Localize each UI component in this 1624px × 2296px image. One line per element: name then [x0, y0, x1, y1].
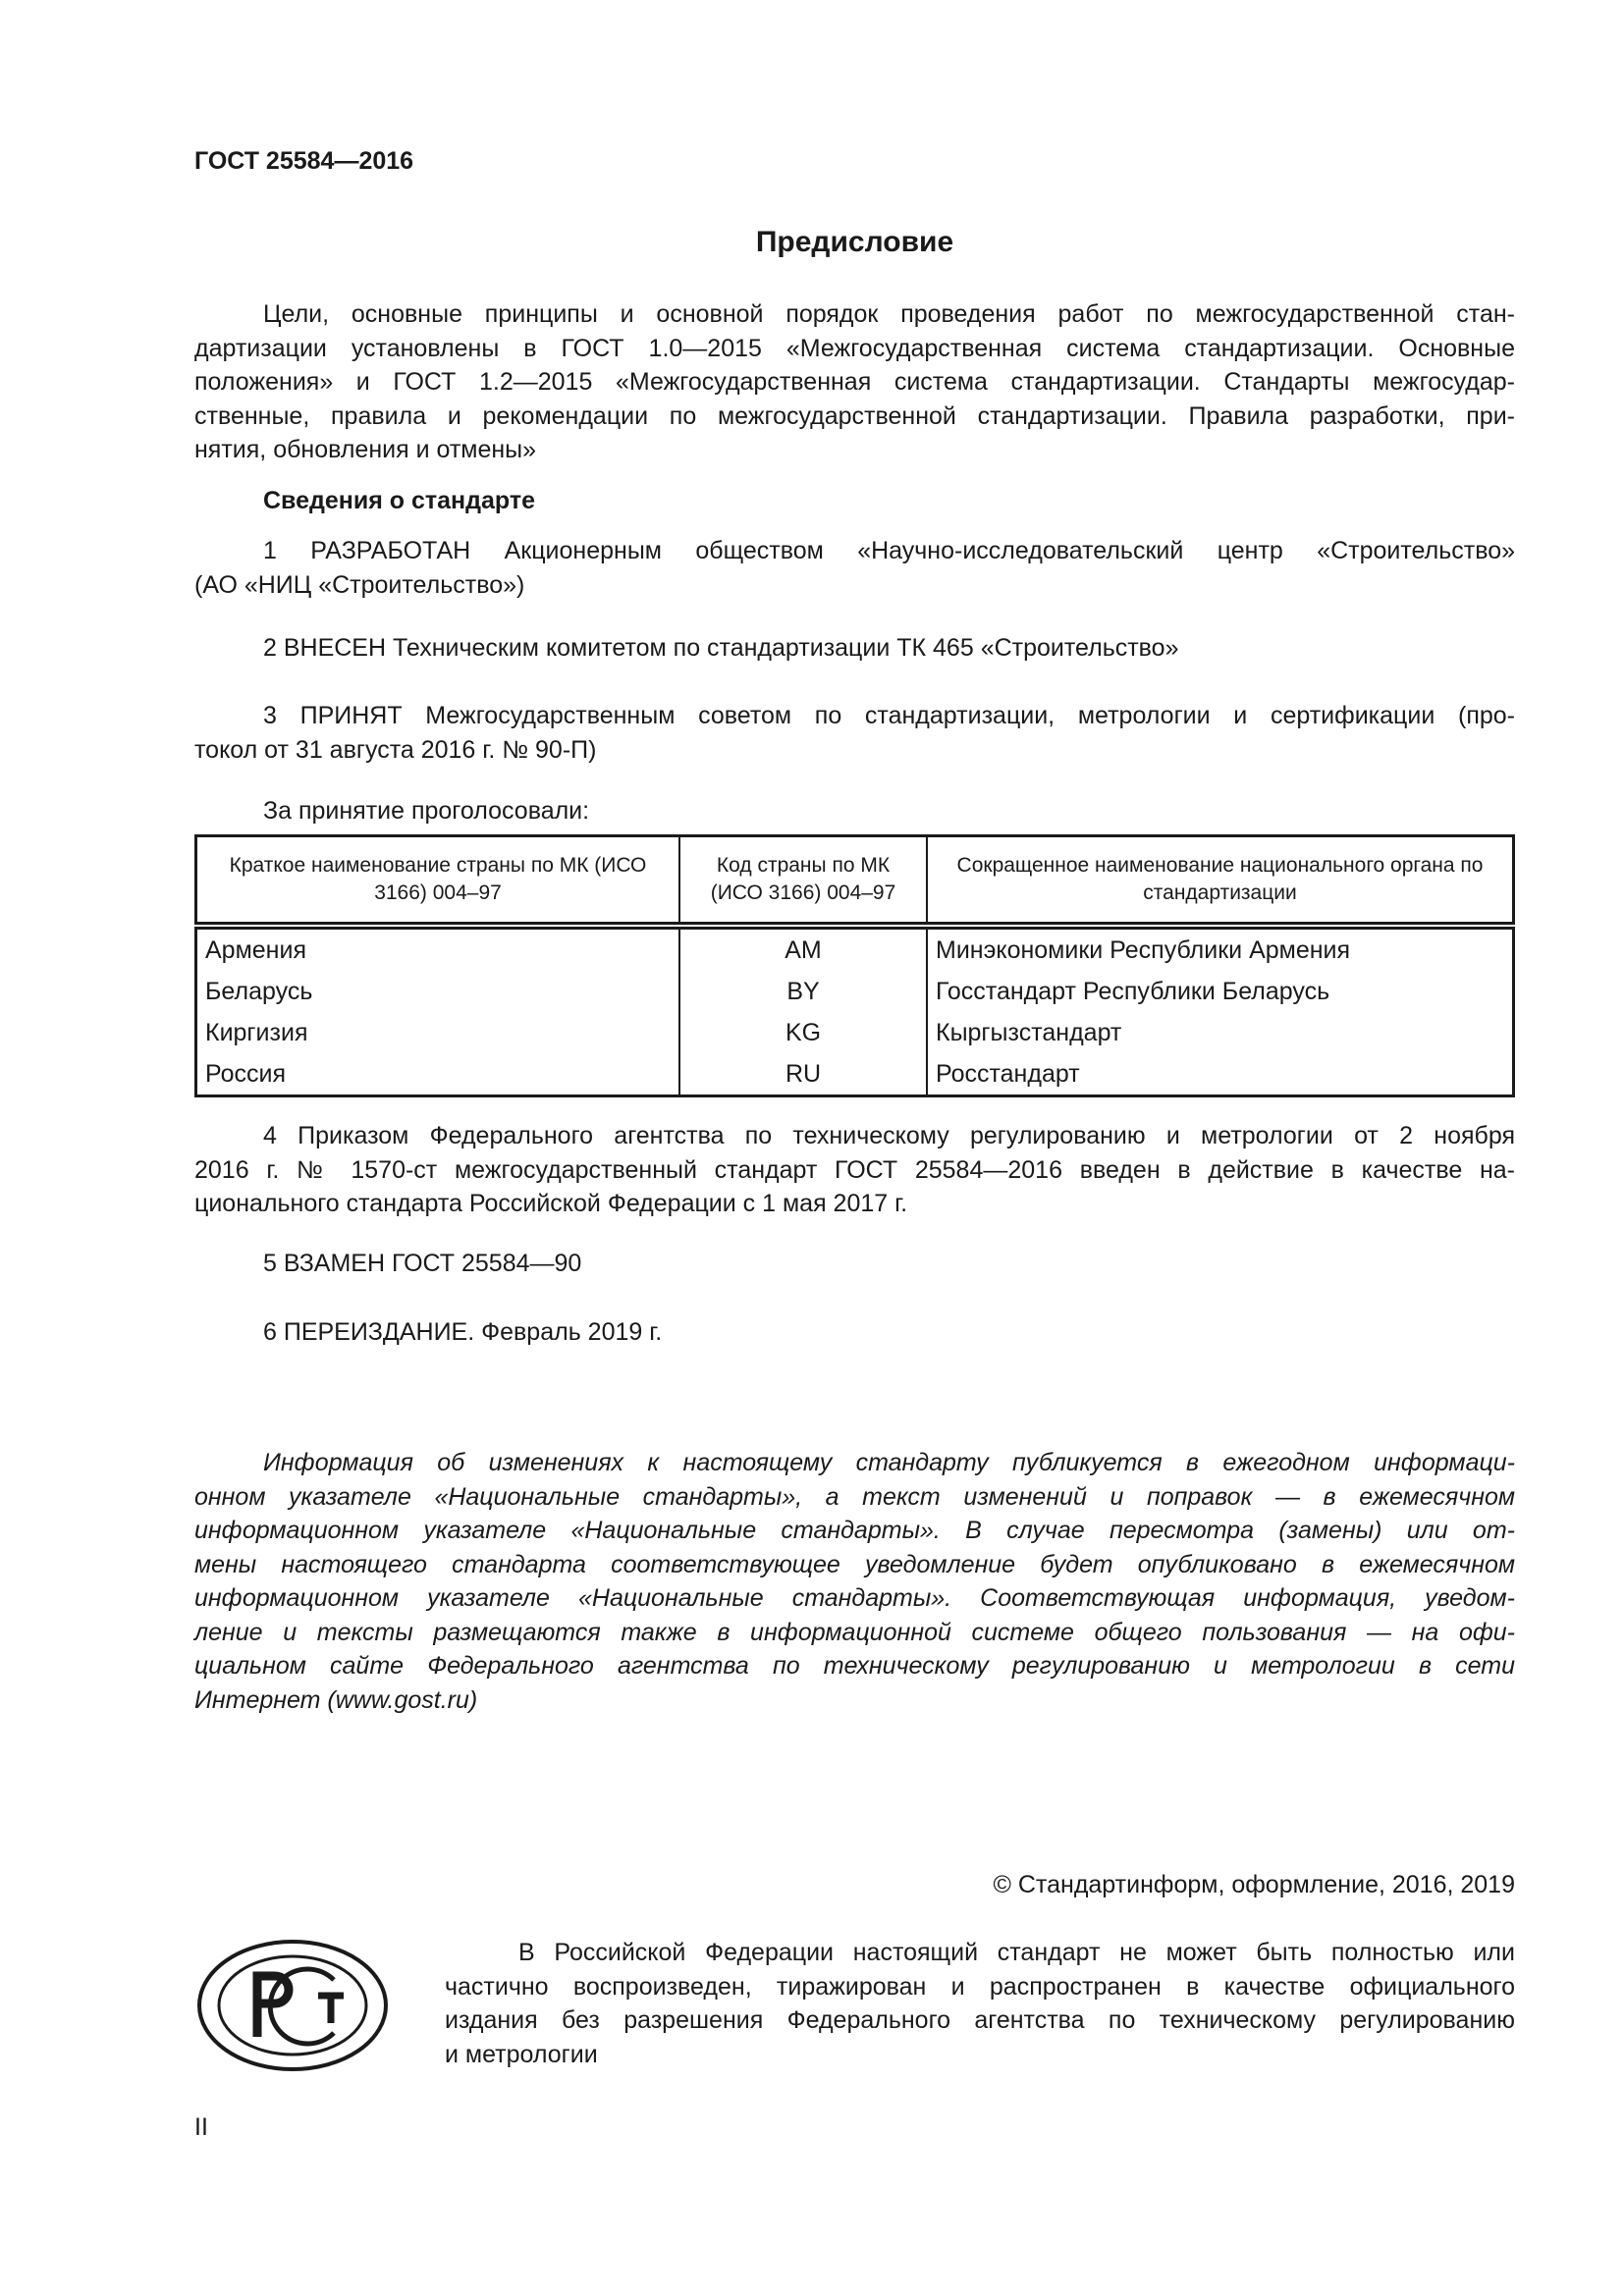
- code-cell: BY: [679, 971, 927, 1012]
- text-line: нятия, обновления и отмены»: [194, 436, 537, 463]
- table-row: [196, 971, 1514, 1012]
- text-line: Интернет (www.gost.ru): [194, 1685, 478, 1714]
- country-cell: Армения: [196, 926, 680, 971]
- table-row: [196, 1012, 1514, 1053]
- info-paragraph: [194, 1446, 1515, 1717]
- column-header: Код страны по МК (ИСО 3166) 004–97: [679, 836, 927, 927]
- text-line: токол от 31 августа 2016 г. № 90-П): [194, 735, 597, 764]
- item-4: [194, 1119, 1515, 1221]
- page-title: Предисловие: [755, 226, 954, 258]
- column-header: Сокращенное наименование национального органа по стандартизации: [927, 836, 1514, 927]
- text-line: онном указателе «Национальные стандарты», а текст изменений и поправок — в ежемесячном: [194, 1482, 1515, 1511]
- text-line: положения» и ГОСТ 1.2—2015 «Межгосударственная система стандартизации. Стандарты межгосудар-: [194, 368, 1515, 396]
- code-cell: AM: [679, 926, 927, 971]
- text-line: 2016 г. № 1570-ст межгосударственный стандарт ГОСТ 25584—2016 введен в действие в качестве на-: [194, 1155, 1515, 1184]
- code-cell: KG: [679, 1012, 927, 1053]
- text-line: Цели, основные принципы и основной порядок проведения работ по межгосударственной стан-: [263, 300, 1515, 328]
- page-number: II: [194, 2113, 208, 2141]
- copyright: © Стандартинформ, оформление, 2016, 2019: [993, 1871, 1515, 1898]
- text-line: частично воспроизведен, тиражирован и распространен в качестве официального: [445, 1972, 1515, 2001]
- intro-paragraph: [194, 297, 1515, 467]
- code-cell: RU: [679, 1053, 927, 1096]
- rst-logo-icon: [196, 1939, 389, 2072]
- text-line: информационном указателе «Национальные стандарты». Соответствующая информация, уведом-: [194, 1584, 1515, 1612]
- text-line: 4 Приказом Федерального агентства по техническому регулированию и метрологии от 2 ноября: [263, 1122, 1515, 1149]
- text-line: Информация об изменениях к настоящему стандарту публикуется в ежегодном информаци-: [263, 1449, 1515, 1476]
- agency-cell: Кыргызстандарт: [927, 1012, 1514, 1053]
- copyright-notice: [445, 1936, 1515, 2071]
- text-line: информационном указателе «Национальные стандарты». В случае пересмотра (замены) или от-: [194, 1517, 1515, 1544]
- text-line: ление и тексты размещаются также в информационной системе общего пользования — на офи-: [194, 1618, 1515, 1646]
- country-cell: Россия: [196, 1053, 680, 1096]
- item-6: 6 ПЕРЕИЗДАНИЕ. Февраль 2019 г.: [263, 1318, 663, 1346]
- agency-cell: Минэкономики Республики Армения: [927, 926, 1514, 971]
- text-line: 1 РАЗРАБОТАН Акционерным обществом «Научно-исследовательский центр «Строительство»: [263, 537, 1515, 564]
- table-header-row: [196, 836, 1514, 927]
- item-1: [194, 534, 1515, 602]
- text-line: и метрологии: [445, 2040, 598, 2068]
- voting-table: [194, 834, 1515, 1097]
- item-3: [194, 699, 1515, 767]
- text-line: ционального стандарта Российской Федерации с 1 мая 2017 г.: [194, 1190, 908, 1217]
- text-line: мены настоящего стандарта соответствующее уведомление будет опубликовано в ежемесячном: [194, 1550, 1515, 1578]
- text-line: циальном сайте Федерального агентства по техническому регулированию и метрологии в сети: [194, 1652, 1515, 1680]
- table-row: [196, 1053, 1514, 1096]
- text-line: издания без разрешения Федерального агентства по техническому регулированию: [445, 2006, 1515, 2034]
- text-line: ственные, правила и рекомендации по межгосударственной стандартизации. Правила разработки, при-: [194, 401, 1515, 430]
- country-cell: Киргизия: [196, 1012, 680, 1053]
- text-line: дартизации установлены в ГОСТ 1.0—2015 «Межгосударственная система стандартизации. Основные: [194, 334, 1515, 362]
- text-line: 3 ПРИНЯТ Межгосударственным советом по стандартизации, метрологии и сертификации (про-: [263, 702, 1515, 729]
- item-5: 5 ВЗАМЕН ГОСТ 25584—90: [263, 1250, 582, 1277]
- section-heading: Сведения о стандарте: [263, 487, 536, 514]
- table-row: [196, 926, 1514, 971]
- agency-cell: Госстандарт Республики Беларусь: [927, 971, 1514, 1012]
- agency-cell: Росстандарт: [927, 1053, 1514, 1096]
- column-header: Краткое наименование страны по МК (ИСО 3166) 004–97: [196, 836, 680, 927]
- text-line: (АО «НИЦ «Строительство»): [194, 570, 525, 599]
- country-cell: Беларусь: [196, 971, 680, 1012]
- document-code: ГОСТ 25584—2016: [194, 147, 414, 175]
- text-line: В Российской Федерации настоящий стандарт не может быть полностью или: [518, 1939, 1515, 1966]
- item-2: 2 ВНЕСЕН Техническим комитетом по стандартизации ТК 465 «Строительство»: [263, 634, 1179, 662]
- voted-label: За принятие проголосовали:: [263, 797, 590, 825]
